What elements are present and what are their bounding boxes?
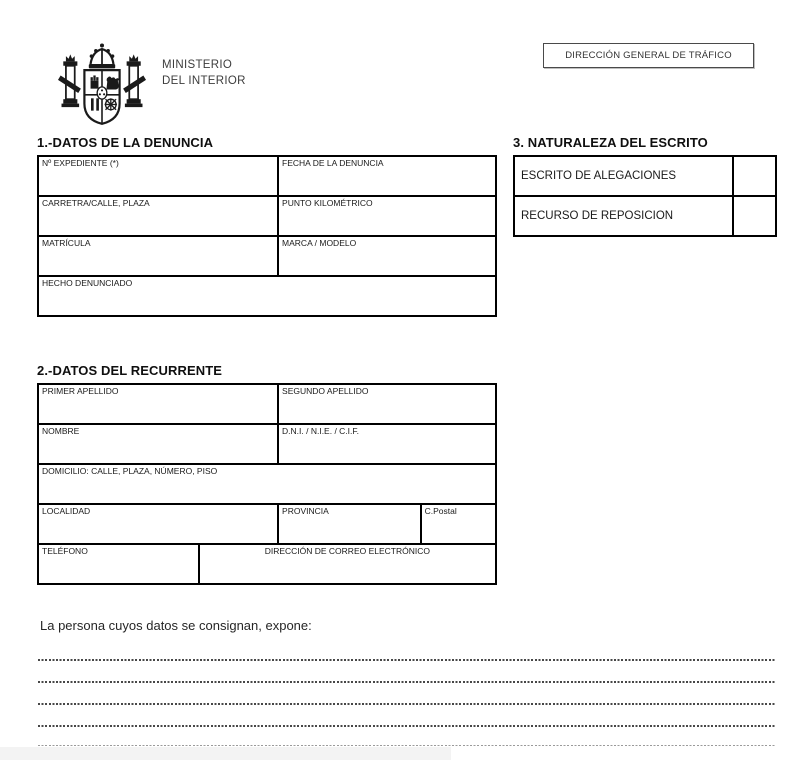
writing-line[interactable]	[38, 725, 776, 727]
field-provincia[interactable]	[278, 504, 421, 544]
expone-statement: La persona cuyos datos se consignan, expone:	[40, 618, 312, 633]
field-punto-kilometrico-label: PUNTO KILOMÉTRICO	[282, 198, 373, 208]
ministry-name	[162, 58, 246, 89]
writing-line[interactable]	[38, 745, 776, 746]
spain-coat-of-arms-icon	[58, 40, 146, 137]
field-hecho-denunciado-label: HECHO DENUNCIADO	[42, 278, 133, 288]
field-domicilio-label: DOMICILIO: CALLE, PLAZA, NÚMERO, PISO	[42, 466, 218, 476]
field-codigo-postal[interactable]	[421, 504, 496, 544]
field-marca-modelo[interactable]	[278, 236, 496, 276]
table-row	[38, 156, 496, 196]
dgt-header-label: DIRECCIÓN GENERAL DE TRÁFICO	[565, 50, 732, 61]
table-datos-recurrente	[37, 383, 497, 585]
table-row	[38, 424, 496, 464]
checkbox-escrito-alegaciones[interactable]	[733, 156, 776, 196]
section3-title: 3. NATURALEZA DEL ESCRITO	[513, 135, 708, 150]
field-localidad[interactable]	[38, 504, 278, 544]
table-row	[38, 504, 496, 544]
field-nombre[interactable]	[38, 424, 278, 464]
field-fecha-denuncia[interactable]	[278, 156, 496, 196]
field-fecha-denuncia-label: FECHA DE LA DENUNCIA	[282, 158, 384, 168]
field-punto-kilometrico[interactable]	[278, 196, 496, 236]
dgt-header-box	[543, 43, 754, 68]
ministry-name-line2: DEL INTERIOR	[162, 74, 246, 87]
field-provincia-label: PROVINCIA	[282, 506, 329, 516]
table-naturaleza-escrito	[513, 155, 777, 237]
field-expediente[interactable]	[38, 156, 278, 196]
section2-title: 2.-DATOS DEL RECURRENTE	[37, 363, 223, 378]
field-expediente-label: Nº EXPEDIENTE (*)	[42, 158, 119, 168]
table-row	[38, 544, 496, 584]
field-codigo-postal-label: C.Postal	[424, 506, 457, 516]
field-telefono[interactable]	[38, 544, 199, 584]
field-localidad-label: LOCALIDAD	[42, 506, 91, 516]
table-row	[514, 156, 776, 196]
table-datos-denuncia	[37, 155, 497, 317]
option-escrito-alegaciones-label: ESCRITO DE ALEGACIONES	[521, 170, 677, 182]
table-row	[38, 464, 496, 504]
writing-line[interactable]	[38, 681, 776, 683]
field-segundo-apellido-label: SEGUNDO APELLIDO	[282, 386, 369, 396]
option-recurso-reposicion-label: RECURSO DE REPOSICION	[521, 210, 674, 222]
field-carretera[interactable]	[38, 196, 278, 236]
option-escrito-alegaciones	[514, 156, 733, 196]
field-carretera-label: CARRETRA/CALLE, PLAZA	[42, 198, 150, 208]
table-row	[38, 384, 496, 424]
field-telefono-label: TELÉFONO	[42, 546, 88, 556]
writing-line[interactable]	[38, 703, 776, 705]
table-row	[38, 236, 496, 276]
field-primer-apellido[interactable]	[38, 384, 278, 424]
field-domicilio[interactable]	[38, 464, 496, 504]
field-email[interactable]	[199, 544, 496, 584]
writing-line[interactable]	[38, 659, 776, 661]
ministry-name-line1: MINISTERIO	[162, 59, 233, 71]
field-marca-modelo-label: MARCA / MODELO	[282, 238, 357, 248]
section1-title: 1.-DATOS DE LA DENUNCIA	[37, 135, 214, 150]
table-row	[38, 276, 496, 316]
field-nombre-label: NOMBRE	[42, 426, 80, 436]
field-matricula-label: MATRÍCULA	[42, 238, 91, 248]
option-recurso-reposicion	[514, 196, 733, 236]
table-row	[514, 196, 776, 236]
table-row	[38, 196, 496, 236]
field-hecho-denunciado[interactable]	[38, 276, 496, 316]
checkbox-recurso-reposicion[interactable]	[733, 196, 776, 236]
field-primer-apellido-label: PRIMER APELLIDO	[42, 386, 119, 396]
field-segundo-apellido[interactable]	[278, 384, 496, 424]
field-dni-label: D.N.I. / N.I.E. / C.I.F.	[282, 426, 360, 436]
field-dni[interactable]	[278, 424, 496, 464]
field-matricula[interactable]	[38, 236, 278, 276]
viewport-edge-strip	[0, 747, 451, 760]
field-email-label: DIRECCIÓN DE CORREO ELECTRÓNICO	[264, 546, 430, 556]
